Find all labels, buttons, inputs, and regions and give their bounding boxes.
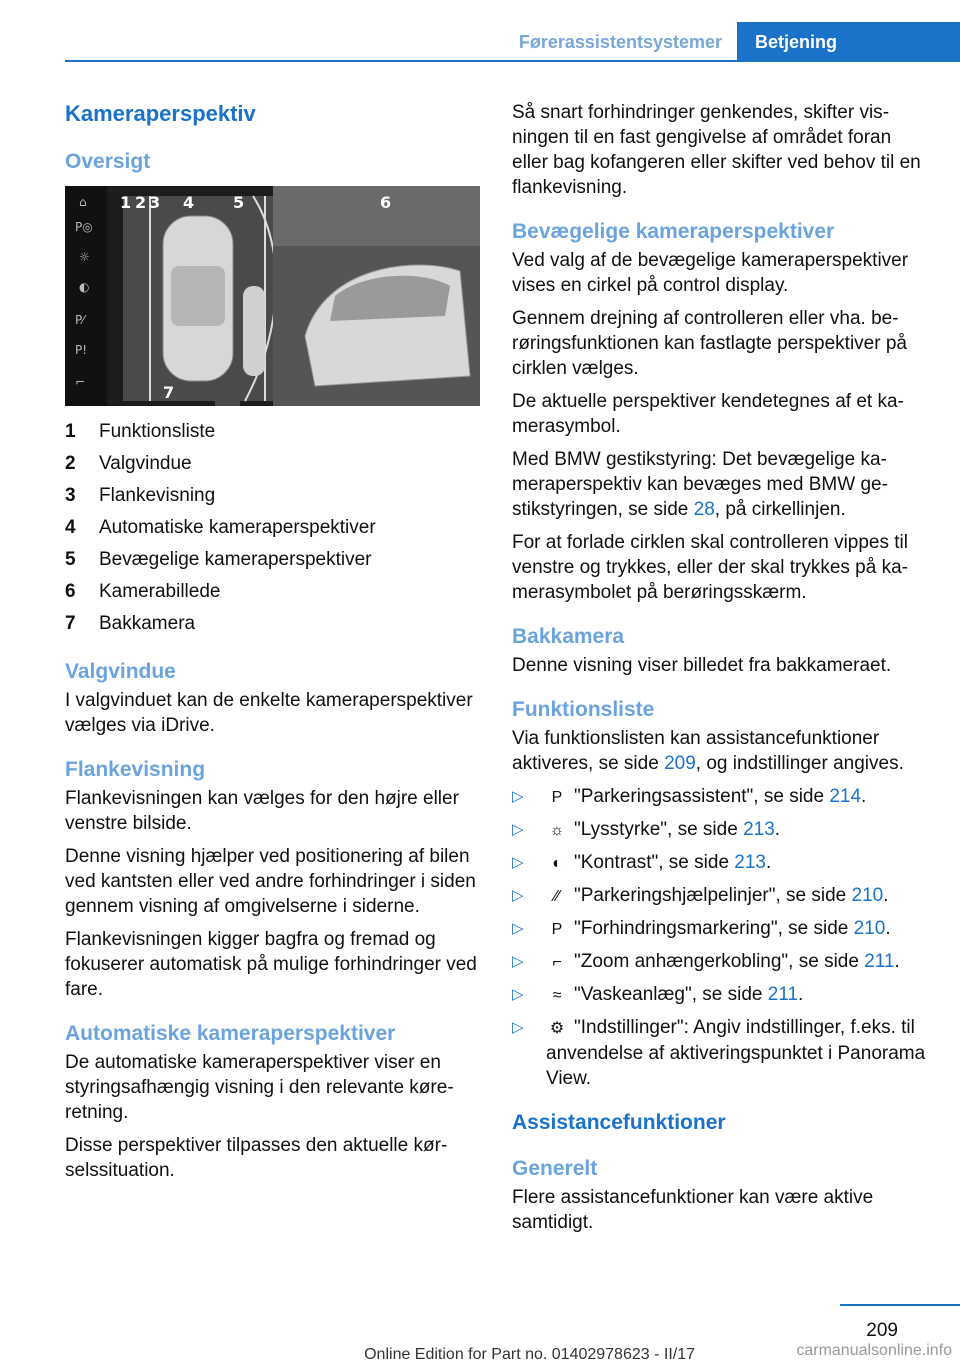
list-item-tail: . xyxy=(861,786,867,807)
bullet-triangle-icon: ▷ xyxy=(512,920,524,937)
parking-assistant-icon: P xyxy=(551,789,563,806)
legend-item xyxy=(65,512,480,544)
list-item xyxy=(512,817,932,843)
page-link[interactable]: 213 xyxy=(743,819,775,840)
list-item-tail: . xyxy=(774,819,781,840)
func-heading: Funktionsliste xyxy=(512,698,655,721)
left-column xyxy=(65,100,480,1191)
list-item xyxy=(512,949,932,975)
legend-item xyxy=(65,544,480,576)
list-item xyxy=(512,784,932,810)
legend-text: Valgvindue xyxy=(99,453,192,474)
bullet-triangle-icon: ▷ xyxy=(512,788,524,805)
legend-item xyxy=(65,480,480,512)
contrast-icon: ◐ xyxy=(552,855,562,872)
list-item-tail: . xyxy=(766,852,772,873)
legend-num: 6 xyxy=(65,581,76,602)
list-item-tail: . xyxy=(894,951,900,972)
brightness-icon: ☼ xyxy=(549,822,565,839)
legend-num: 7 xyxy=(65,613,76,634)
list-item xyxy=(512,982,932,1008)
bullet-triangle-icon: ▷ xyxy=(512,854,524,871)
trailer-zoom-icon: ⌐ xyxy=(552,954,562,971)
svg-text:P⁄: P⁄ xyxy=(75,313,85,327)
valgvindue-text: I valgvinduet kan de enkelte kameraperspektiver vælges via iDrive. xyxy=(65,690,473,736)
svg-text:☼: ☼ xyxy=(79,250,90,264)
legend-num: 4 xyxy=(65,517,76,538)
page-link-209[interactable]: 209 xyxy=(664,753,696,774)
header-tab: Betjening xyxy=(737,22,960,62)
list-item xyxy=(512,883,932,909)
legend-item xyxy=(65,448,480,480)
list-item-text: "Kontrast", se side xyxy=(574,852,735,873)
page-link[interactable]: 214 xyxy=(829,786,862,807)
bak-text: Denne visning viser billedet fra bakkameraet. xyxy=(512,655,892,676)
page-title: Kameraperspektiv xyxy=(65,101,256,126)
svg-text:P◎: P◎ xyxy=(75,220,93,234)
page-link[interactable]: 210 xyxy=(853,918,886,939)
func-text-b: , og indstillinger angives. xyxy=(695,753,904,774)
overview-heading: Oversigt xyxy=(65,150,151,173)
bullet-triangle-icon: ▷ xyxy=(512,953,524,970)
list-item-text: "Parkeringsassistent", se side xyxy=(574,786,830,807)
flanke-heading: Flankevisning xyxy=(65,758,206,781)
auto-text-1: De automatiske kameraperspektiver viser en styringsafhængig visning i den relevante køreretning. xyxy=(65,1052,454,1123)
legend-text: Funktionsliste xyxy=(99,421,216,442)
obstacle-marking-icon: P xyxy=(551,921,563,938)
legend-item xyxy=(65,576,480,608)
legend-text: Bevægelige kameraperspektiver xyxy=(99,549,372,570)
bev-text-5: For at forlade cirklen skal controlleren vippes til venstre og trykkes, eller der skal trykkes på kamerasymbolet på berøringsskærm. xyxy=(512,532,909,603)
bev-text-4 xyxy=(512,447,932,522)
svg-text:◐: ◐ xyxy=(79,280,90,294)
list-item xyxy=(512,850,932,876)
page-link[interactable]: 211 xyxy=(864,951,895,972)
page-link-28[interactable]: 28 xyxy=(693,499,715,520)
legend-item xyxy=(65,608,480,640)
parking-lines-icon: ⁄⁄ xyxy=(554,888,560,905)
bev-text-3: De aktuelle perspektiver kendetegnes af et kamerasymbol. xyxy=(512,391,904,437)
page-header xyxy=(0,0,960,62)
list-item-text: "Vaskeanlæg", se side xyxy=(574,984,768,1005)
figure-label-5: 5 xyxy=(233,193,245,212)
list-item-tail: . xyxy=(883,885,889,906)
list-item xyxy=(512,1015,932,1091)
figure-label-3: 3 xyxy=(149,193,161,212)
general-text: Flere assistancefunktioner kan være aktive samtidigt. xyxy=(512,1187,874,1233)
settings-icon: ⚙ xyxy=(549,1020,565,1037)
legend-num: 2 xyxy=(65,453,76,474)
page-link[interactable]: 210 xyxy=(851,885,884,906)
page-link[interactable]: 213 xyxy=(734,852,766,873)
bullet-triangle-icon: ▷ xyxy=(512,887,524,904)
valgvindue-heading: Valgvindue xyxy=(65,660,176,683)
auto-section xyxy=(65,1020,480,1183)
bev-text-4b: , på cirkellinjen. xyxy=(714,499,846,520)
flanke-text-1: Flankevisningen kan vælges for den højre eller venstre bilside. xyxy=(65,788,459,834)
func-section xyxy=(512,696,932,1091)
page-footer xyxy=(0,1300,960,1362)
bev-text-1: Ved valg af de bevægelige kameraperspektiver vises en cirkel på control display. xyxy=(512,250,909,296)
figure-label-2: 2 xyxy=(135,193,147,212)
func-text-a: Via funktionslisten kan assistancefunktioner aktiveres, se side xyxy=(512,728,880,774)
svg-text:⌐: ⌐ xyxy=(75,375,86,389)
function-list xyxy=(512,784,932,1091)
bullet-triangle-icon: ▷ xyxy=(512,1019,524,1036)
legend-list xyxy=(65,416,480,640)
camera-illustration xyxy=(65,186,480,406)
figure-label-1: 1 xyxy=(120,193,132,212)
auto-heading: Automatiske kameraperspektiver xyxy=(65,1022,396,1045)
figure-label-6: 6 xyxy=(380,193,392,212)
flanke-text-2: Denne visning hjælper ved positionering af bilen ved kantsten eller ved andre forhindringer i siden gennem visning af omgivelserne i siderne. xyxy=(65,846,476,917)
list-item-tail: . xyxy=(885,918,891,939)
right-column xyxy=(512,100,932,1243)
list-item xyxy=(512,916,932,942)
legend-num: 1 xyxy=(65,421,76,442)
legend-text: Kamerabillede xyxy=(99,581,221,602)
figure-label-4: 4 xyxy=(183,193,195,212)
edition-text: Online Edition for Part no. 01402978623 - II/17 xyxy=(364,1346,695,1362)
auto-text-2: Disse perspektiver tilpasses den aktuelle kørselssituation. xyxy=(65,1135,448,1181)
func-text xyxy=(512,726,932,776)
list-item-text: "Indstillinger": Angiv indstillinger, f.eks. til anvendelse af aktiveringspunktet i Panorama View. xyxy=(546,1017,926,1089)
legend-text: Automatiske kameraperspektiver xyxy=(99,517,376,538)
page-number: 209 xyxy=(866,1320,898,1341)
flanke-text-3: Flankevisningen kigger bagfra og fremad og fokuserer automatisk på mulige forhindringer ved fare. xyxy=(65,929,477,1000)
assist-section xyxy=(512,1109,932,1235)
bev-section xyxy=(512,218,932,605)
bak-heading: Bakkamera xyxy=(512,625,625,648)
legend-num: 3 xyxy=(65,485,76,506)
legend-item xyxy=(65,416,480,448)
list-item-text: "Parkeringshjælpelinjer", se side xyxy=(574,885,852,906)
bev-text-2: Gennem drejning af controlleren eller vha. berøringsfunktionen kan fastlagte perspektiver på cirklen vælges. xyxy=(512,308,907,379)
list-item-tail: . xyxy=(798,984,804,1005)
list-item-text: "Lysstyrke", se side xyxy=(574,819,744,840)
watermark: carmanualsonline.info xyxy=(796,1342,952,1359)
svg-text:⌂: ⌂ xyxy=(79,195,87,209)
bev-heading: Bevægelige kameraperspektiver xyxy=(512,220,835,243)
page-link[interactable]: 211 xyxy=(767,984,799,1005)
legend-num: 5 xyxy=(65,549,76,570)
footer-rule xyxy=(840,1304,960,1306)
valgvindue-section xyxy=(65,658,480,738)
intro-text: Så snart forhindringer genkendes, skifter visningen til en fast gengivelse af området foran eller bag kofangeren eller skifter ved behov til en flankevisning. xyxy=(512,102,921,198)
figure-label-7: 7 xyxy=(163,383,175,402)
flanke-section xyxy=(65,756,480,1002)
bullet-triangle-icon: ▷ xyxy=(512,821,524,838)
assist-heading: Assistancefunktioner xyxy=(512,1111,726,1134)
header-section: Førerassistentsystemer xyxy=(518,32,722,52)
bak-section xyxy=(512,623,932,678)
svg-text:P!: P! xyxy=(75,343,88,357)
car-wash-icon: ≈ xyxy=(552,987,562,1004)
general-heading: Generelt xyxy=(512,1157,598,1180)
list-item-text: "Forhindringsmarkering", se side xyxy=(574,918,854,939)
legend-text: Bakkamera xyxy=(99,613,196,634)
legend-text: Flankevisning xyxy=(99,485,216,506)
bev-text-4a: Med BMW gestikstyring: Det bevægelige kameraperspektiv kan bevæges med BMW gestikstyringen, se side xyxy=(512,449,888,520)
camera-figure xyxy=(65,186,480,406)
list-item-text: "Zoom anhængerkobling", se side xyxy=(574,951,865,972)
bullet-triangle-icon: ▷ xyxy=(512,986,524,1003)
